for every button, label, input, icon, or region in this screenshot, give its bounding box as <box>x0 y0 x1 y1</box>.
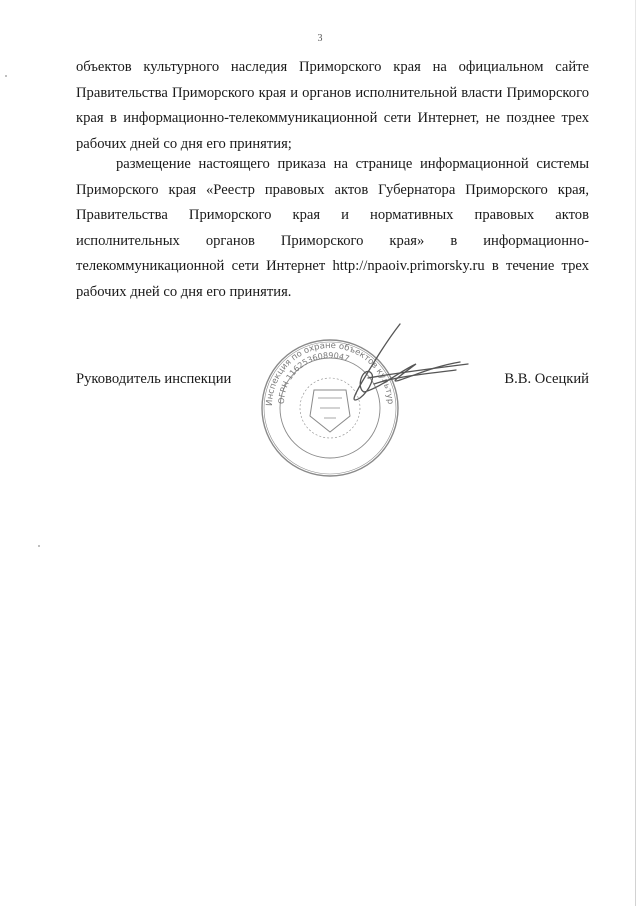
scan-edge-mark <box>38 545 40 547</box>
stamp-and-signature <box>250 318 480 478</box>
paragraph-publication-on-site: объектов культурного наследия Приморского края на официальном сайте Правительства Приморского края и органов исполнительной власти Приморского края в информационно-телекоммуникационной сети Интернет, не позднее трех рабочих дней со дня его принятия; <box>76 59 589 152</box>
scan-edge-mark <box>5 75 7 77</box>
seal-inner-text: ОГРН 1162536089047 <box>276 350 351 405</box>
official-seal <box>262 340 398 476</box>
scan-edge-line <box>635 0 636 906</box>
page-number: 3 <box>317 33 323 44</box>
signatory-name: В.В. Осецкий <box>504 371 589 387</box>
official-seal-image <box>250 318 480 478</box>
seal-outer-text: Инспекция по охране объектов культур <box>264 340 396 407</box>
paragraph-publication-in-registry: размещение настоящего приказа на странице информационной системы Приморского края «Реестр правовых актов Губернатора Приморского края, Правительства Приморского края и нормативных правовых актов исполнительных органов Приморского края» в информационно-телекоммуникационной сети Интернет http://npaoiv.primorsky.ru в течение трех рабочих дней со дня его принятия. <box>76 156 589 300</box>
signatory-title: Руководитель инспекции <box>76 371 232 387</box>
